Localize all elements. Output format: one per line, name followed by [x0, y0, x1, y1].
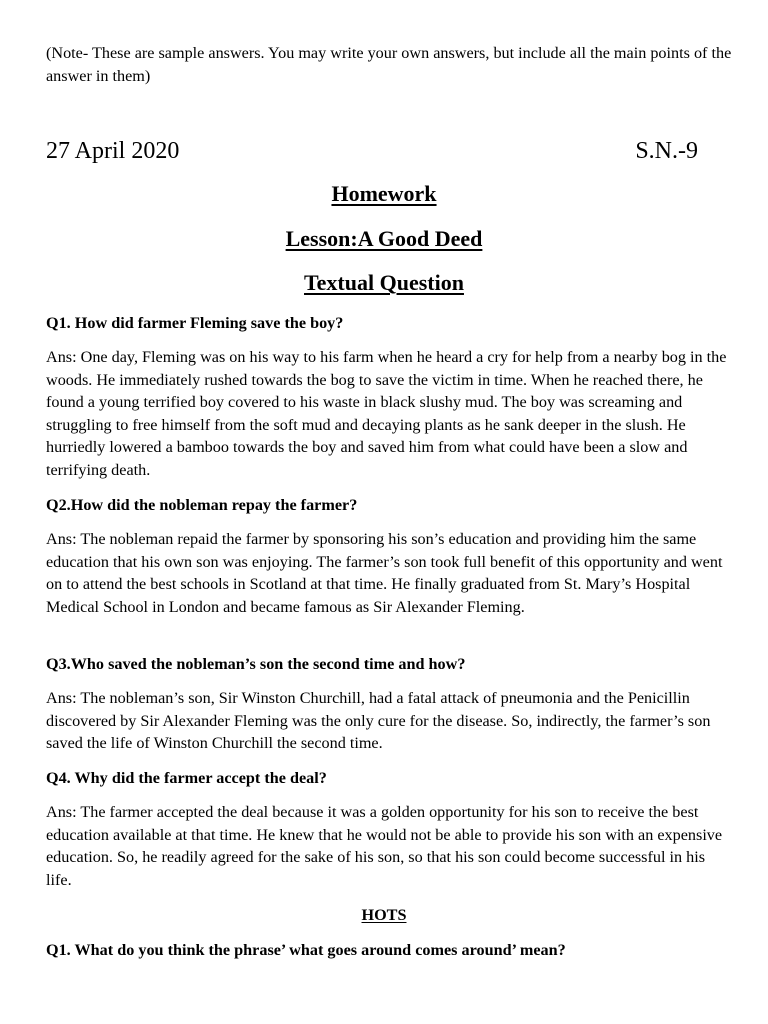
answer-1: Ans: One day, Fleming was on his way to his farm when he heard a cry for help from a nearby bog in the woods. He immediately rushed towards the bog to save the victim in time. When he reached there, he found a young terrified boy covered to his waste in black slushy mud. The boy was screaming and struggling to free himself from the soft mud and decaying plants as he sank deeper in the slush. He hurriedly lowered a bamboo towards the boy and saved him from what could have been a slow and terrifying death. [46, 348, 727, 479]
answer-2: Ans: The nobleman repaid the farmer by sponsoring his son’s education and providing him the same education that his own son was enjoying. The farmer’s son took full benefit of this opportunity and went on to attend the best schools in Scotland at that time. He finally graduated from St. Mary’s Hospital Medical School in London and became famous as Sir Alexander Fleming. [46, 530, 723, 616]
lesson-heading-text: Lesson:A Good Deed [285, 226, 483, 251]
homework-heading [0, 180, 768, 208]
section-heading [0, 269, 768, 297]
date-label: 27 April 2020 [46, 138, 180, 164]
question-1: Q1. How did farmer Fleming save the boy? [46, 314, 344, 332]
hots-heading [0, 904, 768, 926]
homework-heading-text: Homework [331, 181, 437, 206]
answer-3: Ans: The nobleman’s son, Sir Winston Churchill, had a fatal attack of pneumonia and the Penicillin discovered by Sir Alexander Fleming was the only cure for the disease. So, indirectly, the farmer’s son saved the life of Winston Churchill the second time. [46, 689, 711, 752]
question-3: Q3.Who saved the nobleman’s son the second time and how? [46, 655, 466, 673]
serial-number: S.N.-9 [635, 138, 698, 164]
lesson-heading [0, 225, 768, 253]
hots-heading-text: HOTS [361, 906, 407, 924]
question-2: Q2.How did the nobleman repay the farmer? [46, 496, 358, 514]
answer-4: Ans: The farmer accepted the deal because it was a golden opportunity for his son to receive the best education available at that time. He knew that he would not be able to provide his son with an expensive education. So, he readily agreed for the sake of his son, so that his son could become successful in his life. [46, 803, 723, 889]
note-text: (Note- These are sample answers. You may write your own answers, but include all the main points of the answer in them) [46, 44, 732, 85]
section-heading-text: Textual Question [304, 270, 464, 295]
hots-question-1: Q1. What do you think the phrase’ what goes around comes around’ mean? [46, 941, 566, 959]
question-4: Q4. Why did the farmer accept the deal? [46, 769, 327, 787]
